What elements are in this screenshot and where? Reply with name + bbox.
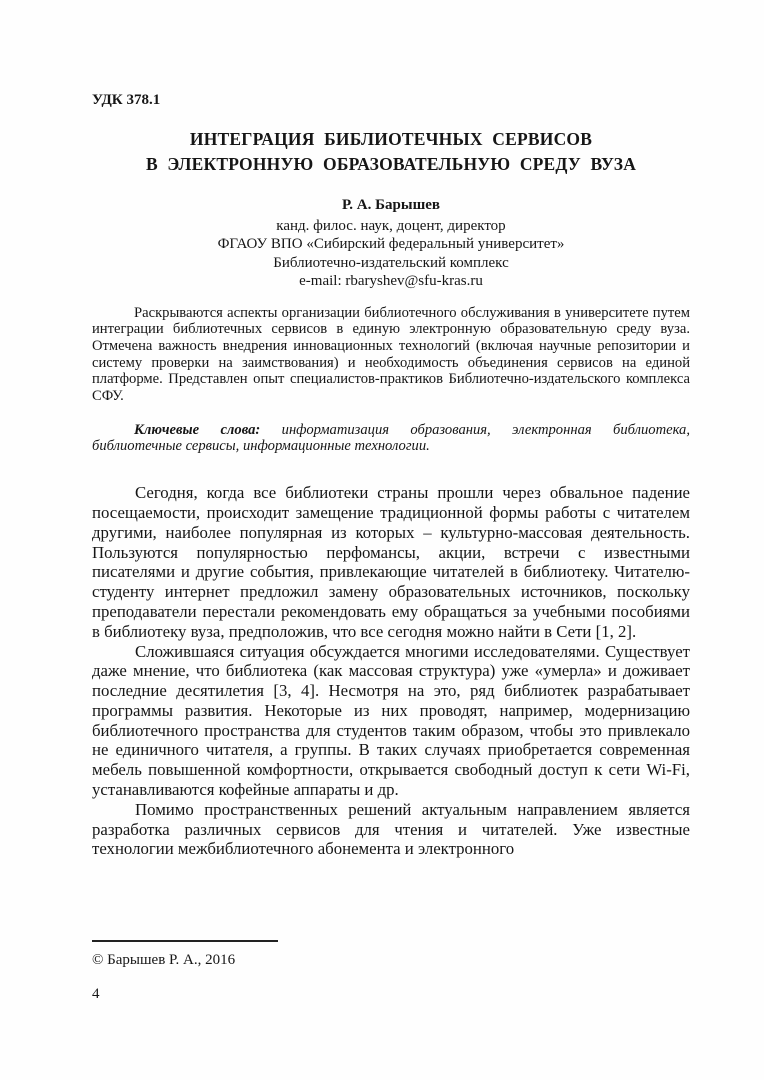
- keywords-paragraph: [92, 422, 690, 455]
- page-content: [92, 92, 690, 859]
- body-paragraph: Помимо пространственных решений актуальным направлением является разработка различных сервисов для чтения и читателей. Уже известные технологии межбиблиотечного абонемента и электронного: [92, 799, 690, 859]
- author-email: e-mail: rbaryshev@sfu-kras.ru: [299, 273, 483, 289]
- article-title-line-2: В ЭЛЕКТРОННУЮ ОБРАЗОВАТЕЛЬНУЮ СРЕДУ ВУЗА: [145, 154, 637, 174]
- abstract-paragraph: Раскрываются аспекты организации библиотечного обслуживания в университете путем интеграции библиотечных сервисов в единую электронную образовательную среду вуза. Отмечена важность внедрения инновационных технологий (включая научные репозитории и систему проверки на заимствования) и необходимость объединения сервисов на единой платформе. Представлен опыт специалистов-практиков Библиотечно-издательского комплекса СФУ.: [92, 304, 690, 405]
- article-title: [92, 127, 690, 177]
- keywords-label: Ключевые слова:: [134, 421, 261, 438]
- author-name: Р. А. Барышев: [341, 197, 440, 213]
- author-credentials: канд. филос. наук, доцент, директор: [276, 217, 506, 234]
- keywords-text: информатизация образования, электронная библиотека, библиотечные сервисы, информационные технологии.: [92, 421, 690, 455]
- author-block: [92, 196, 690, 291]
- copyright-line: © Барышев Р. А., 2016: [92, 952, 236, 968]
- footnote-divider: [92, 940, 278, 942]
- body-paragraph: Сегодня, когда все библиотеки страны прошли через обвальное падение посещаемости, происходит замещение традиционной формы работы с читателем другими, наиболее популярная из которых – культурно-массовая деятельность. Пользуются популярностью перфомансы, акции, встречи с известными писателями и другие события, привлекающие читателей в библиотеку. Читателю-студенту интернет предложил замену образовательных источников, поскольку преподаватели перестали рекомендовать ему обращаться за учебными пособиями в библиотеку вуза, предположив, что все сегодня можно найти в Сети [1, 2].: [92, 483, 690, 641]
- article-title-line-1: ИНТЕГРАЦИЯ БИБЛИОТЕЧНЫХ СЕРВИСОВ: [189, 129, 593, 149]
- body-paragraph: Сложившаяся ситуация обсуждается многими исследователями. Существует даже мнение, что библиотека (как массовая структура) уже «умерла» и доживает последние десятилетия [3, 4]. Несмотря на это, ряд библиотек разрабатывает программы развития. Некоторые из них проводят, например, модернизацию библиотечного пространства для студентов таким образом, чтобы это привлекало не единичного читателя, а группы. В таких случаях приобретается современная мебель повышенной комфортности, открывается свободный доступ к сети Wi-Fi, устанавливаются кофейные аппараты и др.: [92, 641, 690, 800]
- page-number: 4: [92, 986, 100, 1002]
- author-department: Библиотечно-издательский комплекс: [273, 254, 509, 271]
- author-affiliation: ФГАОУ ВПО «Сибирский федеральный университет»: [217, 236, 565, 252]
- udc-code: УДК 378.1: [92, 92, 161, 108]
- footnote-block: [92, 940, 278, 969]
